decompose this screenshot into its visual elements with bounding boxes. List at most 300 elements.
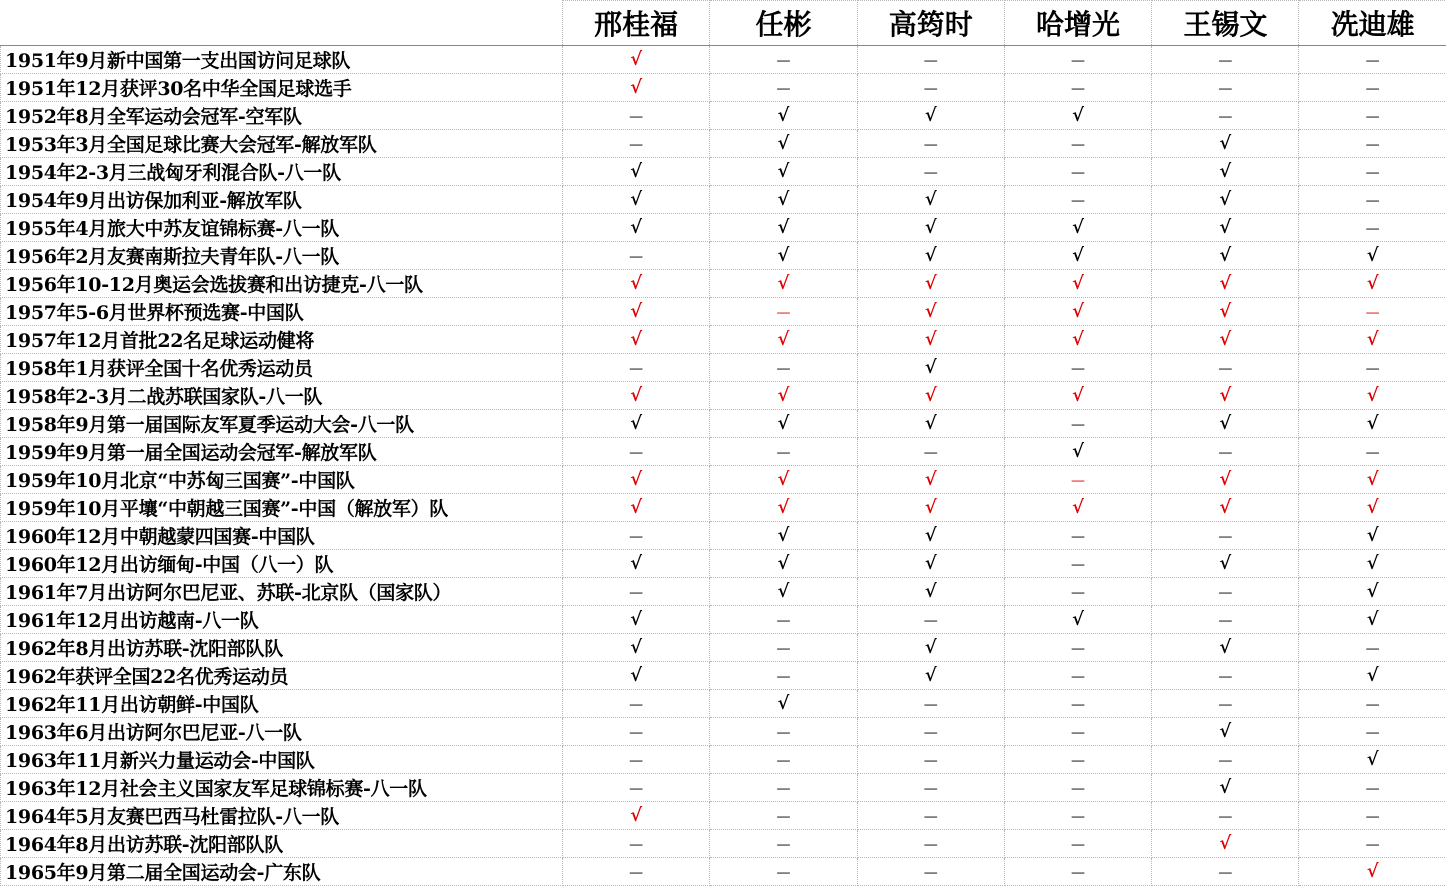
checkmark-icon: √ (630, 468, 643, 490)
participation-cell (1299, 270, 1446, 298)
participation-cell (857, 214, 1004, 242)
participation-cell (857, 578, 1004, 606)
participation-cell (563, 522, 710, 550)
participation-cell (1152, 270, 1299, 298)
dash-icon: — (1071, 808, 1086, 825)
dash-icon: — (1071, 360, 1086, 377)
table-row (1, 690, 1446, 718)
participation-cell (857, 382, 1004, 410)
participation-cell (1152, 354, 1299, 382)
participation-cell (1299, 354, 1446, 382)
participation-cell (857, 522, 1004, 550)
table-row (1, 746, 1446, 774)
participation-cell (1152, 46, 1299, 74)
checkmark-icon: √ (924, 636, 937, 658)
dash-icon: — (629, 444, 644, 461)
checkmark-icon: √ (777, 552, 790, 574)
dash-icon: — (1365, 108, 1380, 125)
participation-cell (563, 830, 710, 858)
table-row (1, 522, 1446, 550)
checkmark-icon: √ (924, 300, 937, 322)
participation-cell (563, 298, 710, 326)
dash-icon: — (923, 864, 938, 881)
participation-cell (1299, 466, 1446, 494)
checkmark-icon: √ (924, 664, 937, 686)
participation-cell (1152, 298, 1299, 326)
checkmark-icon: √ (1366, 272, 1379, 294)
participation-cell (1004, 130, 1151, 158)
checkmark-icon: √ (1072, 608, 1084, 630)
dash-icon: — (1218, 360, 1233, 377)
checkmark-icon: √ (1072, 300, 1084, 322)
dash-icon: — (776, 640, 791, 657)
checkmark-icon: √ (1219, 412, 1232, 434)
dash-icon: — (1071, 668, 1086, 685)
participation-cell (710, 858, 857, 886)
dash-icon: — (923, 444, 938, 461)
participation-cell (1299, 410, 1446, 438)
dash-icon: — (629, 836, 644, 853)
participation-cell (710, 718, 857, 746)
event-cell: 1953年3月全国足球比赛大会冠军-解放军队 (1, 130, 563, 158)
participation-cell (1004, 74, 1151, 102)
event-cell: 1959年9月第一届全国运动会冠军-解放军队 (1, 438, 563, 466)
participation-cell (710, 662, 857, 690)
dash-icon: — (1071, 136, 1086, 153)
participation-cell (710, 214, 857, 242)
checkmark-icon: √ (924, 412, 937, 434)
participation-cell (857, 550, 1004, 578)
participation-cell (710, 690, 857, 718)
participation-cell (1004, 718, 1151, 746)
checkmark-icon: √ (924, 552, 937, 574)
participation-cell (1152, 494, 1299, 522)
participation-cell (1004, 550, 1151, 578)
dash-icon: — (776, 304, 791, 321)
participation-cell (1004, 354, 1151, 382)
participation-cell (1004, 298, 1151, 326)
participation-cell (710, 466, 857, 494)
dash-icon: — (1365, 220, 1380, 237)
participation-cell (1004, 606, 1151, 634)
checkmark-icon: √ (777, 468, 790, 490)
participation-cell (1152, 830, 1299, 858)
participation-cell (1152, 214, 1299, 242)
dash-icon: — (629, 724, 644, 741)
table-row (1, 46, 1446, 74)
participation-cell (1299, 522, 1446, 550)
checkmark-icon: √ (630, 328, 643, 350)
event-cell: 1955年4月旅大中苏友谊锦标赛-八一队 (1, 214, 563, 242)
checkmark-icon: √ (924, 356, 937, 378)
participation-cell (1299, 46, 1446, 74)
participation-cell (563, 158, 710, 186)
participation-cell (857, 802, 1004, 830)
table-row (1, 550, 1446, 578)
checkmark-icon: √ (1072, 216, 1084, 238)
event-cell: 1956年10-12月奥运会选拔赛和出访捷克-八一队 (1, 270, 563, 298)
participation-cell (1004, 634, 1151, 662)
table-row (1, 662, 1446, 690)
participation-cell (857, 410, 1004, 438)
checkmark-icon: √ (1366, 412, 1379, 434)
event-cell: 1965年9月第二届全国运动会-广东队 (1, 858, 563, 886)
dash-icon: — (923, 696, 938, 713)
checkmark-icon: √ (1219, 188, 1232, 210)
checkmark-icon: √ (1366, 860, 1379, 882)
dash-icon: — (1218, 668, 1233, 685)
dash-icon: — (923, 752, 938, 769)
checkmark-icon: √ (1072, 384, 1084, 406)
dash-icon: — (923, 780, 938, 797)
participation-cell (1299, 326, 1446, 354)
participation-cell (563, 102, 710, 130)
checkmark-icon: √ (1219, 300, 1232, 322)
checkmark-icon: √ (1219, 496, 1232, 518)
dash-icon: — (923, 164, 938, 181)
checkmark-icon: √ (1219, 132, 1232, 154)
participation-cell (857, 158, 1004, 186)
participation-cell (857, 466, 1004, 494)
participation-cell (1299, 130, 1446, 158)
participation-cell (1004, 746, 1151, 774)
participation-cell (1299, 550, 1446, 578)
participation-cell (1152, 186, 1299, 214)
participation-cell (857, 186, 1004, 214)
checkmark-icon: √ (777, 692, 790, 714)
checkmark-icon: √ (777, 132, 790, 154)
dash-icon: — (629, 752, 644, 769)
participation-cell (1004, 578, 1151, 606)
dash-icon: — (1365, 80, 1380, 97)
dash-icon: — (1071, 724, 1086, 741)
event-cell: 1960年12月出访缅甸-中国（八一）队 (1, 550, 563, 578)
dash-icon: — (1218, 752, 1233, 769)
participation-cell (857, 634, 1004, 662)
table-row (1, 634, 1446, 662)
event-cell: 1963年11月新兴力量运动会-中国队 (1, 746, 563, 774)
checkmark-icon: √ (777, 580, 790, 602)
dash-icon: — (629, 780, 644, 797)
dash-icon: — (1071, 52, 1086, 69)
dash-icon: — (1365, 640, 1380, 657)
checkmark-icon: √ (1219, 776, 1232, 798)
participation-cell (1299, 802, 1446, 830)
dash-icon: — (1218, 528, 1233, 545)
participation-cell (563, 578, 710, 606)
participation-cell (1152, 550, 1299, 578)
participation-cell (563, 354, 710, 382)
player-header: 任彬 (710, 1, 857, 46)
participation-cell (563, 606, 710, 634)
participation-cell (1299, 242, 1446, 270)
checkmark-icon: √ (630, 300, 643, 322)
checkmark-icon: √ (924, 524, 937, 546)
player-header: 冼迪雄 (1299, 1, 1446, 46)
dash-icon: — (1071, 584, 1086, 601)
participation-cell (563, 746, 710, 774)
participation-cell (857, 242, 1004, 270)
participation-cell (1299, 102, 1446, 130)
participation-cell (710, 130, 857, 158)
participation-cell (857, 354, 1004, 382)
participation-cell (857, 326, 1004, 354)
checkmark-icon: √ (1219, 636, 1232, 658)
dash-icon: — (776, 668, 791, 685)
table-row (1, 242, 1446, 270)
table-row (1, 298, 1446, 326)
event-cell: 1951年9月新中国第一支出国访问足球队 (1, 46, 563, 74)
dash-icon: — (923, 612, 938, 629)
participation-cell (1004, 410, 1151, 438)
dash-icon: — (1071, 528, 1086, 545)
participation-cell (1299, 606, 1446, 634)
checkmark-icon: √ (1366, 328, 1379, 350)
table-row (1, 326, 1446, 354)
participation-cell (1299, 74, 1446, 102)
checkmark-icon: √ (630, 48, 643, 70)
participation-cell (710, 774, 857, 802)
table-row (1, 102, 1446, 130)
checkmark-icon: √ (1366, 580, 1379, 602)
event-cell: 1963年6月出访阿尔巴尼亚-八一队 (1, 718, 563, 746)
dash-icon: — (776, 612, 791, 629)
event-cell: 1959年10月北京“中苏匈三国赛”-中国队 (1, 466, 563, 494)
table-header (1, 1, 1446, 46)
participation-cell (710, 46, 857, 74)
participation-cell (1152, 578, 1299, 606)
table-row (1, 354, 1446, 382)
participation-cell (1299, 438, 1446, 466)
dash-icon: — (629, 584, 644, 601)
dash-icon: — (1218, 864, 1233, 881)
table-row (1, 186, 1446, 214)
participation-cell (710, 634, 857, 662)
dash-icon: — (1071, 640, 1086, 657)
table-row (1, 718, 1446, 746)
dash-icon: — (1071, 164, 1086, 181)
table-row (1, 830, 1446, 858)
participation-cell (1152, 858, 1299, 886)
participation-cell (563, 270, 710, 298)
table-row (1, 606, 1446, 634)
participation-cell (563, 494, 710, 522)
checkmark-icon: √ (1219, 160, 1232, 182)
participation-cell (857, 130, 1004, 158)
event-cell: 1961年7月出访阿尔巴尼亚、苏联-北京队（国家队） (1, 578, 563, 606)
table-row (1, 410, 1446, 438)
participation-cell (1152, 242, 1299, 270)
participation-cell (1299, 718, 1446, 746)
dash-icon: — (1365, 52, 1380, 69)
table-row (1, 438, 1446, 466)
participation-cell (1152, 634, 1299, 662)
participation-cell (1152, 102, 1299, 130)
participation-cell (857, 606, 1004, 634)
checkmark-icon: √ (1219, 832, 1232, 854)
event-cell: 1957年12月首批22名足球运动健将 (1, 326, 563, 354)
checkmark-icon: √ (1219, 244, 1232, 266)
event-cell: 1960年12月中朝越蒙四国赛-中国队 (1, 522, 563, 550)
dash-icon: — (923, 80, 938, 97)
checkmark-icon: √ (777, 524, 790, 546)
dash-icon: — (1365, 808, 1380, 825)
player-header: 邢桂福 (563, 1, 710, 46)
participation-cell (710, 802, 857, 830)
event-cell: 1958年2-3月二战苏联国家队-八一队 (1, 382, 563, 410)
dash-icon: — (629, 136, 644, 153)
participation-cell (1004, 690, 1151, 718)
participation-cell (563, 662, 710, 690)
participation-cell (710, 410, 857, 438)
participation-cell (1004, 662, 1151, 690)
checkmark-icon: √ (630, 216, 643, 238)
dash-icon: — (923, 52, 938, 69)
table-row (1, 214, 1446, 242)
dash-icon: — (1365, 360, 1380, 377)
checkmark-icon: √ (777, 216, 790, 238)
dash-icon: — (629, 360, 644, 377)
checkmark-icon: √ (1219, 552, 1232, 574)
dash-icon: — (629, 528, 644, 545)
checkmark-icon: √ (777, 272, 790, 294)
participation-cell (1299, 746, 1446, 774)
event-cell: 1958年1月获评全国十名优秀运动员 (1, 354, 563, 382)
participation-cell (1152, 774, 1299, 802)
checkmark-icon: √ (1366, 384, 1379, 406)
participation-cell (710, 578, 857, 606)
dash-icon: — (629, 864, 644, 881)
participation-cell (1299, 382, 1446, 410)
dash-icon: — (923, 724, 938, 741)
checkmark-icon: √ (1219, 384, 1232, 406)
participation-cell (1004, 270, 1151, 298)
checkmark-icon: √ (777, 188, 790, 210)
participation-cell (563, 466, 710, 494)
dash-icon: — (776, 780, 791, 797)
event-cell: 1963年12月社会主义国家友军足球锦标赛-八一队 (1, 774, 563, 802)
participation-cell (563, 382, 710, 410)
participation-cell (1152, 466, 1299, 494)
participation-cell (1152, 746, 1299, 774)
dash-icon: — (776, 752, 791, 769)
checkmark-icon: √ (777, 412, 790, 434)
participation-cell (1299, 214, 1446, 242)
dash-icon: — (1071, 864, 1086, 881)
checkmark-icon: √ (630, 804, 643, 826)
dash-icon: — (776, 808, 791, 825)
participation-cell (563, 410, 710, 438)
participation-cell (1152, 382, 1299, 410)
participation-cell (710, 186, 857, 214)
dash-icon: — (1071, 752, 1086, 769)
dash-icon: — (1071, 780, 1086, 797)
dash-icon: — (1218, 108, 1233, 125)
participation-cell (563, 46, 710, 74)
checkmark-icon: √ (630, 636, 643, 658)
event-cell: 1957年5-6月世界杯预选赛-中国队 (1, 298, 563, 326)
dash-icon: — (1218, 584, 1233, 601)
participation-cell (1299, 298, 1446, 326)
participation-cell (1299, 634, 1446, 662)
dash-icon: — (923, 836, 938, 853)
dash-icon: — (1071, 556, 1086, 573)
participation-cell (1152, 410, 1299, 438)
participation-cell (563, 858, 710, 886)
checkmark-icon: √ (777, 328, 790, 350)
header-row (1, 1, 1446, 46)
participation-cell (1004, 186, 1151, 214)
table-row (1, 270, 1446, 298)
table-row (1, 74, 1446, 102)
dash-icon: — (629, 696, 644, 713)
header-corner-cell (1, 1, 563, 46)
checkmark-icon: √ (630, 384, 643, 406)
event-cell: 1952年8月全军运动会冠军-空军队 (1, 102, 563, 130)
participation-cell (857, 270, 1004, 298)
participation-cell (710, 746, 857, 774)
checkmark-icon: √ (630, 496, 643, 518)
dash-icon: — (776, 80, 791, 97)
event-cell: 1961年12月出访越南-八一队 (1, 606, 563, 634)
dash-icon: — (1218, 696, 1233, 713)
participation-cell (710, 74, 857, 102)
dash-icon: — (923, 136, 938, 153)
event-cell: 1959年10月平壤“中朝越三国赛”-中国（解放军）队 (1, 494, 563, 522)
checkmark-icon: √ (1366, 244, 1379, 266)
checkmark-icon: √ (924, 272, 937, 294)
participation-cell (710, 606, 857, 634)
table-row (1, 858, 1446, 886)
dash-icon: — (1365, 136, 1380, 153)
event-cell: 1954年9月出访保加利亚-解放军队 (1, 186, 563, 214)
participation-cell (1152, 158, 1299, 186)
checkmark-icon: √ (1072, 328, 1084, 350)
participation-cell (563, 74, 710, 102)
participation-cell (563, 774, 710, 802)
participation-cell (710, 522, 857, 550)
participation-cell (1004, 158, 1151, 186)
table-row (1, 578, 1446, 606)
checkmark-icon: √ (630, 160, 643, 182)
checkmark-icon: √ (1366, 468, 1379, 490)
participation-cell (857, 858, 1004, 886)
participation-cell (1299, 858, 1446, 886)
checkmark-icon: √ (1366, 524, 1379, 546)
participation-cell (710, 242, 857, 270)
checkmark-icon: √ (1366, 552, 1379, 574)
checkmark-icon: √ (1366, 748, 1379, 770)
checkmark-icon: √ (924, 580, 937, 602)
participation-cell (1299, 578, 1446, 606)
participation-cell (1152, 690, 1299, 718)
dash-icon: — (1218, 444, 1233, 461)
participation-cell (563, 326, 710, 354)
participation-cell (1299, 830, 1446, 858)
table-row (1, 774, 1446, 802)
participation-cell (857, 662, 1004, 690)
participation-cell (710, 438, 857, 466)
checkmark-icon: √ (1219, 720, 1232, 742)
participation-cell (1152, 606, 1299, 634)
checkmark-icon: √ (630, 412, 643, 434)
event-cell: 1958年9月第一届国际友军夏季运动大会-八一队 (1, 410, 563, 438)
dash-icon: — (1365, 836, 1380, 853)
dash-icon: — (1071, 472, 1086, 489)
dash-icon: — (776, 836, 791, 853)
checkmark-icon: √ (630, 188, 643, 210)
event-cell: 1964年5月友赛巴西马杜雷拉队-八一队 (1, 802, 563, 830)
